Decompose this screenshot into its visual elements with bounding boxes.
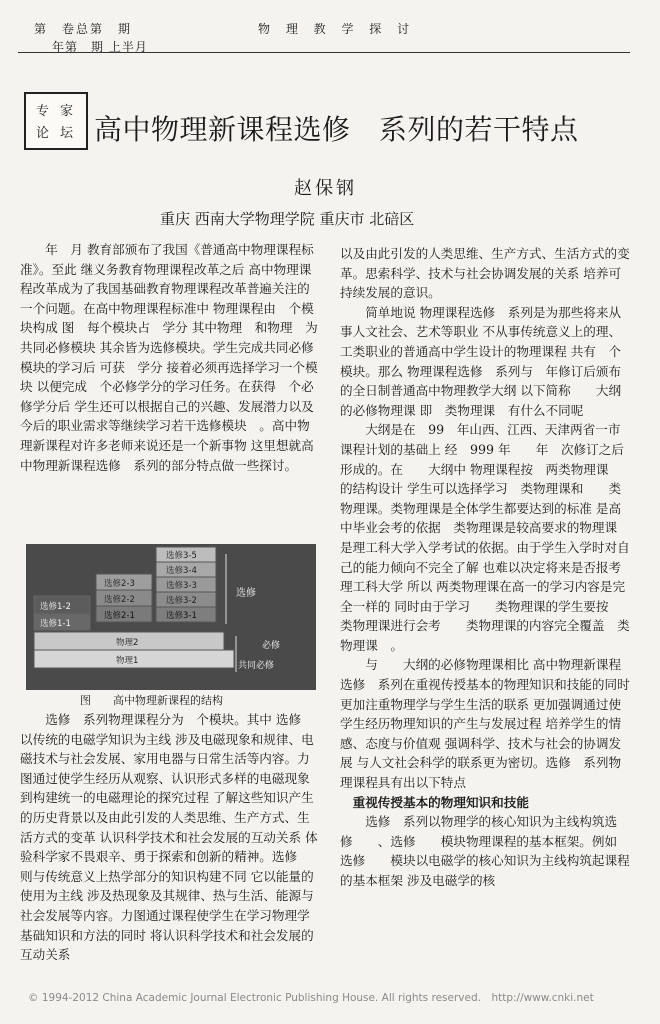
module-label: 选修3-1	[166, 611, 197, 621]
column-tag-char: 专	[36, 104, 50, 119]
running-header-issue: 第 卷总第 期	[34, 22, 133, 36]
author-affiliation: 重庆 西南大学物理学院 重庆市 北碚区	[160, 210, 415, 228]
module-label: 选修1-1	[40, 619, 71, 629]
module-label: 选修3-4	[166, 566, 197, 576]
copyright-footer: © 1994-2012 China Academic Journal Electronic Publishing House. All rights reserved. http://www.cnki.net	[28, 992, 594, 1004]
column-tag-char: 论	[36, 126, 50, 141]
paragraph: 年 月 教育部颁布了我国《普通高中物理课程标准》。至此 继义务教育物理课程改革之后 高中物理课程改革成为了我国基础教育物理课程改革普遍关注的一个问题。在高中物理课程标准中 物理课程由 个模块构成 图 每个模块占 学分 其中物理 和物理 为共同必修模块 其余皆为选修模块。学生完成共同必修模块的学习后 可获 学分 接着必须再选择学习一个模块 以便完成 个必修学分的学习任务。在获得 个必修学分后 学生还可以根据自己的兴趣、发展潜力以及今后的职业需求等继续学习若干选修模块 。高中物理新课程对许多老师来说还是一个新事物 这里想就高中物理新课程选修 系列的部分特点做一些探讨。	[20, 242, 318, 473]
left-column-top	[20, 240, 320, 475]
module-label: 物理1	[116, 656, 139, 666]
header-rule	[18, 52, 630, 53]
right-column	[340, 244, 632, 891]
module-label: 物理2	[116, 638, 139, 648]
paragraph: 以及由此引发的人类思维、生产方式、生活方式的变革。思索科学、技术与社会协调发展的关系 培养可持续发展的意识。	[340, 246, 630, 301]
paragraph: 大纲是在 99 年山西、江西、天津两省一市课程计划的基础上 经 999 年 年 次修订之后形成的。在 大纲中 物理课程按 两类物理课 的结构设计 学生可以选择学习 类物理课和 类物理课。类物理课是全体学生都要达到的标准 是高中毕业会考的依据 类物理课是较高要求的物理课 是理工科大学入学考试的依据。由于学生入学时对自己的能力倾向不完全了解 也难以决定将来是否报考理工科大学 所以 两类物理课在高一的学习内容是完全一样的 同时由于学习 类物理课的学生要按 类物理课进行会考 类物理课的内容完全覆盖 类物理课 。	[340, 422, 630, 653]
column-tag-char: 坛	[60, 126, 74, 141]
article-title: 高中物理新课程选修 系列的若干特点	[94, 113, 579, 146]
module-label: 选修2-2	[104, 595, 135, 605]
module-label: 选修1-2	[40, 602, 71, 612]
module-label: 选修3-3	[166, 581, 197, 591]
paragraph: 选修 系列物理课程分为 个模块。其中 选修 以传统的电磁学知识为主线 涉及电磁现象和规律、电磁技术与社会发展、家用电器与日常生活等内容。力图通过使学生经历从观察、认识形式多样的电磁现象到构建统一的电磁理论的探究过程 了解这些知识产生的历史背景以及由此引发的人类思维、生产方式、生活方式的变革 认识科学技术和社会发展的互动关系 体验科学家不畏艰辛、勇于探索和创新的精神。选修 则与传统意义上热学部分的知识构建不同 它以能量的使用为主线 涉及热现象及其规律、热与生活、能源与社会发展等内容。力图通过课程使学生在学习物理学基础知识和方法的同时 将认识科学技术和社会发展的互动关系	[20, 712, 327, 963]
paragraph: 与 大纲的必修物理课相比 高中物理新课程选修 系列在重视传授基本的物理知识和技能的同时 更加注重物理学与学生生活的联系 更加强调通过使学生经历物理知识的产生与发展过程 培养学生的情感、态度与价值观 强调科学、技术与社会的协调发展 与人文社会科学的联系更为密切。选修 系列物理课程具有出以下特点	[340, 657, 630, 791]
section-heading: 重视传授基本的物理知识和技能	[352, 794, 529, 810]
common-required-label: 共同必修	[238, 661, 275, 671]
author-name: 赵保钢	[294, 178, 357, 199]
module-label: 选修2-1	[104, 611, 135, 621]
paragraph: 简单地说 物理课程选修 系列是为那些将来从事人文社会、艺术等职业 不从事传统意义上的理、工类职业的普通高中学生设计的物理课程 共有 个模块。那么 物理课程选修 系列与 年修订后颁布的全日制普通高中物理教学大纲 以下简称 大纲 的必修物理课 即 类物理课 有什么不同呢	[340, 304, 634, 418]
module-label: 选修3-5	[166, 551, 197, 561]
figure-caption: 图 高中物理新课程的结构	[80, 694, 223, 707]
paragraph: 选修 系列以物理学的核心知识为主线构筑选修 、选修 模块物理课程的基本框架。例如 选修 模块以电磁学的核心知识为主线构筑起课程的基本框架 涉及电磁学的核	[340, 814, 630, 888]
module-label: 选修3-2	[166, 596, 197, 606]
running-header-journal: 物 理 教 学 探 讨	[258, 22, 416, 36]
column-tag	[24, 92, 88, 150]
elective-label: 选修	[236, 588, 256, 599]
running-header-year: 年第 期 上半月	[52, 40, 148, 54]
module-label: 选修2-3	[104, 579, 135, 589]
left-column-bottom	[20, 710, 327, 965]
required-label: 必修	[262, 641, 281, 651]
column-tag-char: 家	[60, 104, 74, 119]
course-structure-figure	[26, 544, 316, 690]
